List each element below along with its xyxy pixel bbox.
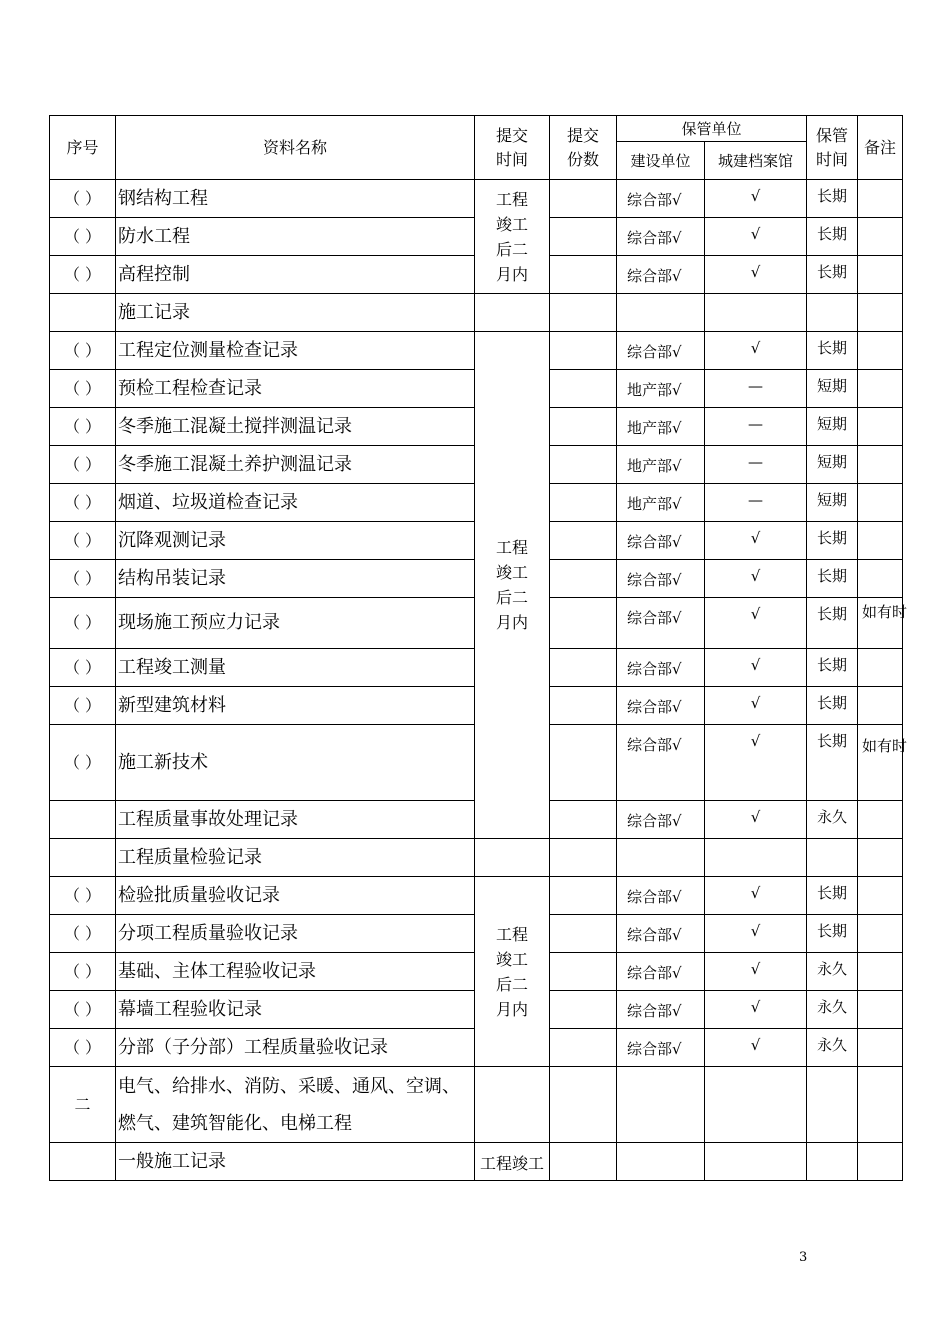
row-name: 工程定位测量检查记录 [116, 332, 475, 370]
row-note [858, 1029, 903, 1067]
header-submit-time: 提交时间 [475, 116, 550, 180]
row-seq: （ ） [50, 484, 116, 522]
row-note [858, 522, 903, 560]
row-construction-unit: 地产部√ [617, 446, 705, 484]
row-archive: √ [705, 560, 807, 598]
row-archive: √ [705, 649, 807, 687]
row-seq [50, 294, 116, 332]
row-construction-unit: 地产部√ [617, 408, 705, 446]
row-copies [550, 256, 617, 294]
row-copies [550, 522, 617, 560]
row-retention: 永久 [807, 1029, 858, 1067]
row-copies [550, 1029, 617, 1067]
row-construction-unit: 综合部√ [617, 560, 705, 598]
row-note [858, 801, 903, 839]
row-submit-time: 工程竣工后二月内 [475, 180, 550, 294]
row-retention [807, 1067, 858, 1143]
row-archive: √ [705, 1029, 807, 1067]
row-construction-unit: 综合部√ [617, 801, 705, 839]
row-construction-unit: 综合部√ [617, 991, 705, 1029]
row-retention [807, 294, 858, 332]
row-copies [550, 1067, 617, 1143]
row-construction-unit: 综合部√ [617, 953, 705, 991]
row-note [858, 484, 903, 522]
row-seq: （ ） [50, 649, 116, 687]
table-row [50, 877, 903, 915]
row-construction-unit: 综合部√ [617, 598, 705, 649]
row-note [858, 953, 903, 991]
row-seq: （ ） [50, 370, 116, 408]
row-construction-unit: 综合部√ [617, 218, 705, 256]
row-seq: （ ） [50, 725, 116, 801]
row-name: 工程竣工测量 [116, 649, 475, 687]
row-note [858, 839, 903, 877]
header-archive: 城建档案馆 [705, 142, 807, 180]
row-note [858, 256, 903, 294]
row-name: 烟道、垃圾道检查记录 [116, 484, 475, 522]
row-retention: 短期 [807, 370, 858, 408]
row-copies [550, 408, 617, 446]
row-name: 新型建筑材料 [116, 687, 475, 725]
row-copies [550, 484, 617, 522]
row-name: 预检工程检查记录 [116, 370, 475, 408]
row-retention: 长期 [807, 598, 858, 649]
row-archive: — [705, 408, 807, 446]
row-copies [550, 332, 617, 370]
row-archive [705, 1067, 807, 1143]
row-retention: 永久 [807, 801, 858, 839]
row-archive: — [705, 370, 807, 408]
row-submit-time [475, 839, 550, 877]
row-submit-time [475, 294, 550, 332]
row-copies [550, 218, 617, 256]
row-note [858, 180, 903, 218]
row-submit-time: 工程竣工 [475, 1143, 550, 1181]
row-retention: 长期 [807, 877, 858, 915]
row-note [858, 687, 903, 725]
row-copies [550, 877, 617, 915]
row-note [858, 370, 903, 408]
row-retention: 短期 [807, 446, 858, 484]
row-retention: 长期 [807, 725, 858, 801]
row-archive: — [705, 446, 807, 484]
row-seq: （ ） [50, 522, 116, 560]
row-retention: 长期 [807, 560, 858, 598]
row-retention: 永久 [807, 953, 858, 991]
row-retention: 长期 [807, 332, 858, 370]
row-construction-unit [617, 839, 705, 877]
row-seq: 二 [50, 1067, 116, 1143]
row-seq: （ ） [50, 332, 116, 370]
row-retention: 永久 [807, 991, 858, 1029]
row-copies [550, 915, 617, 953]
archive-table-sheet [49, 115, 908, 1181]
row-construction-unit [617, 294, 705, 332]
row-copies [550, 839, 617, 877]
row-name: 高程控制 [116, 256, 475, 294]
row-copies [550, 725, 617, 801]
row-seq: （ ） [50, 218, 116, 256]
row-name: 钢结构工程 [116, 180, 475, 218]
row-note [858, 408, 903, 446]
row-copies [550, 446, 617, 484]
header-retention: 保管时间 [807, 116, 858, 180]
row-note: 如有时 [858, 725, 903, 801]
row-name: 冬季施工混凝土搅拌测温记录 [116, 408, 475, 446]
row-archive: √ [705, 332, 807, 370]
header-note: 备注 [858, 116, 903, 180]
row-name: 电气、给排水、消防、采暖、通风、空调、燃气、建筑智能化、电梯工程 [116, 1067, 475, 1143]
row-construction-unit [617, 1143, 705, 1181]
row-archive: √ [705, 522, 807, 560]
row-name: 一般施工记录 [116, 1143, 475, 1181]
row-construction-unit: 综合部√ [617, 1029, 705, 1067]
row-note [858, 877, 903, 915]
row-retention [807, 839, 858, 877]
row-construction-unit [617, 1067, 705, 1143]
row-note [858, 915, 903, 953]
row-construction-unit: 综合部√ [617, 180, 705, 218]
row-construction-unit: 综合部√ [617, 332, 705, 370]
row-copies [550, 180, 617, 218]
row-note [858, 294, 903, 332]
header-construction-unit: 建设单位 [617, 142, 705, 180]
row-archive: √ [705, 687, 807, 725]
row-archive: √ [705, 256, 807, 294]
row-archive: √ [705, 218, 807, 256]
archive-table [49, 115, 908, 1181]
row-copies [550, 294, 617, 332]
row-seq: （ ） [50, 408, 116, 446]
row-note [858, 1067, 903, 1143]
row-construction-unit: 地产部√ [617, 484, 705, 522]
row-note [858, 560, 903, 598]
table-row [50, 180, 903, 218]
row-name: 基础、主体工程验收记录 [116, 953, 475, 991]
row-seq [50, 839, 116, 877]
row-retention [807, 1143, 858, 1181]
row-archive: √ [705, 725, 807, 801]
row-seq [50, 1143, 116, 1181]
row-retention: 长期 [807, 915, 858, 953]
table-row [50, 332, 903, 370]
row-construction-unit: 综合部√ [617, 522, 705, 560]
row-archive: √ [705, 598, 807, 649]
row-submit-time: 工程竣工后二月内 [475, 877, 550, 1067]
row-name: 工程质量事故处理记录 [116, 801, 475, 839]
row-name: 幕墙工程验收记录 [116, 991, 475, 1029]
row-name: 分项工程质量验收记录 [116, 915, 475, 953]
row-seq: （ ） [50, 915, 116, 953]
row-construction-unit: 综合部√ [617, 725, 705, 801]
row-submit-time: 工程竣工后二月内 [475, 332, 550, 839]
row-retention: 长期 [807, 522, 858, 560]
row-name: 检验批质量验收记录 [116, 877, 475, 915]
row-copies [550, 1143, 617, 1181]
row-note [858, 332, 903, 370]
row-archive: √ [705, 953, 807, 991]
table-row [50, 839, 903, 877]
row-copies [550, 370, 617, 408]
row-archive [705, 839, 807, 877]
row-retention: 短期 [807, 484, 858, 522]
row-name: 施工新技术 [116, 725, 475, 801]
row-construction-unit: 地产部√ [617, 370, 705, 408]
row-name: 分部（子分部）工程质量验收记录 [116, 1029, 475, 1067]
row-name: 冬季施工混凝土养护测温记录 [116, 446, 475, 484]
row-name: 现场施工预应力记录 [116, 598, 475, 649]
row-seq: （ ） [50, 687, 116, 725]
row-name: 施工记录 [116, 294, 475, 332]
row-archive: √ [705, 180, 807, 218]
row-copies [550, 801, 617, 839]
row-archive: √ [705, 801, 807, 839]
row-archive: √ [705, 877, 807, 915]
row-archive [705, 294, 807, 332]
row-name: 沉降观测记录 [116, 522, 475, 560]
row-seq: （ ） [50, 256, 116, 294]
row-note: 如有时 [858, 598, 903, 649]
row-construction-unit: 综合部√ [617, 915, 705, 953]
row-note [858, 446, 903, 484]
row-seq: （ ） [50, 598, 116, 649]
row-seq: （ ） [50, 446, 116, 484]
row-seq: （ ） [50, 953, 116, 991]
row-copies [550, 991, 617, 1029]
header-custody-unit: 保管单位 [617, 116, 807, 142]
header-seq: 序号 [50, 116, 116, 180]
header-name: 资料名称 [116, 116, 475, 180]
page-number: 3 [799, 1250, 808, 1265]
row-retention: 长期 [807, 687, 858, 725]
row-note [858, 1143, 903, 1181]
row-copies [550, 687, 617, 725]
row-seq: （ ） [50, 991, 116, 1029]
table-row [50, 1067, 903, 1143]
row-seq [50, 801, 116, 839]
row-seq: （ ） [50, 180, 116, 218]
row-archive: √ [705, 915, 807, 953]
row-seq: （ ） [50, 877, 116, 915]
header-copies: 提交份数 [550, 116, 617, 180]
row-copies [550, 953, 617, 991]
row-retention: 长期 [807, 180, 858, 218]
row-note [858, 649, 903, 687]
row-name: 防水工程 [116, 218, 475, 256]
row-archive: √ [705, 991, 807, 1029]
row-construction-unit: 综合部√ [617, 877, 705, 915]
row-construction-unit: 综合部√ [617, 649, 705, 687]
table-row [50, 1143, 903, 1181]
row-copies [550, 560, 617, 598]
row-retention: 长期 [807, 256, 858, 294]
row-construction-unit: 综合部√ [617, 687, 705, 725]
row-note [858, 991, 903, 1029]
row-seq: （ ） [50, 560, 116, 598]
row-name: 工程质量检验记录 [116, 839, 475, 877]
row-archive: — [705, 484, 807, 522]
row-copies [550, 598, 617, 649]
row-construction-unit: 综合部√ [617, 256, 705, 294]
table-row [50, 294, 903, 332]
row-note [858, 218, 903, 256]
row-retention: 长期 [807, 218, 858, 256]
row-archive [705, 1143, 807, 1181]
row-submit-time [475, 1067, 550, 1143]
row-retention: 长期 [807, 649, 858, 687]
row-seq: （ ） [50, 1029, 116, 1067]
row-name: 结构吊装记录 [116, 560, 475, 598]
header-row-1 [50, 116, 903, 142]
row-retention: 短期 [807, 408, 858, 446]
row-copies [550, 649, 617, 687]
